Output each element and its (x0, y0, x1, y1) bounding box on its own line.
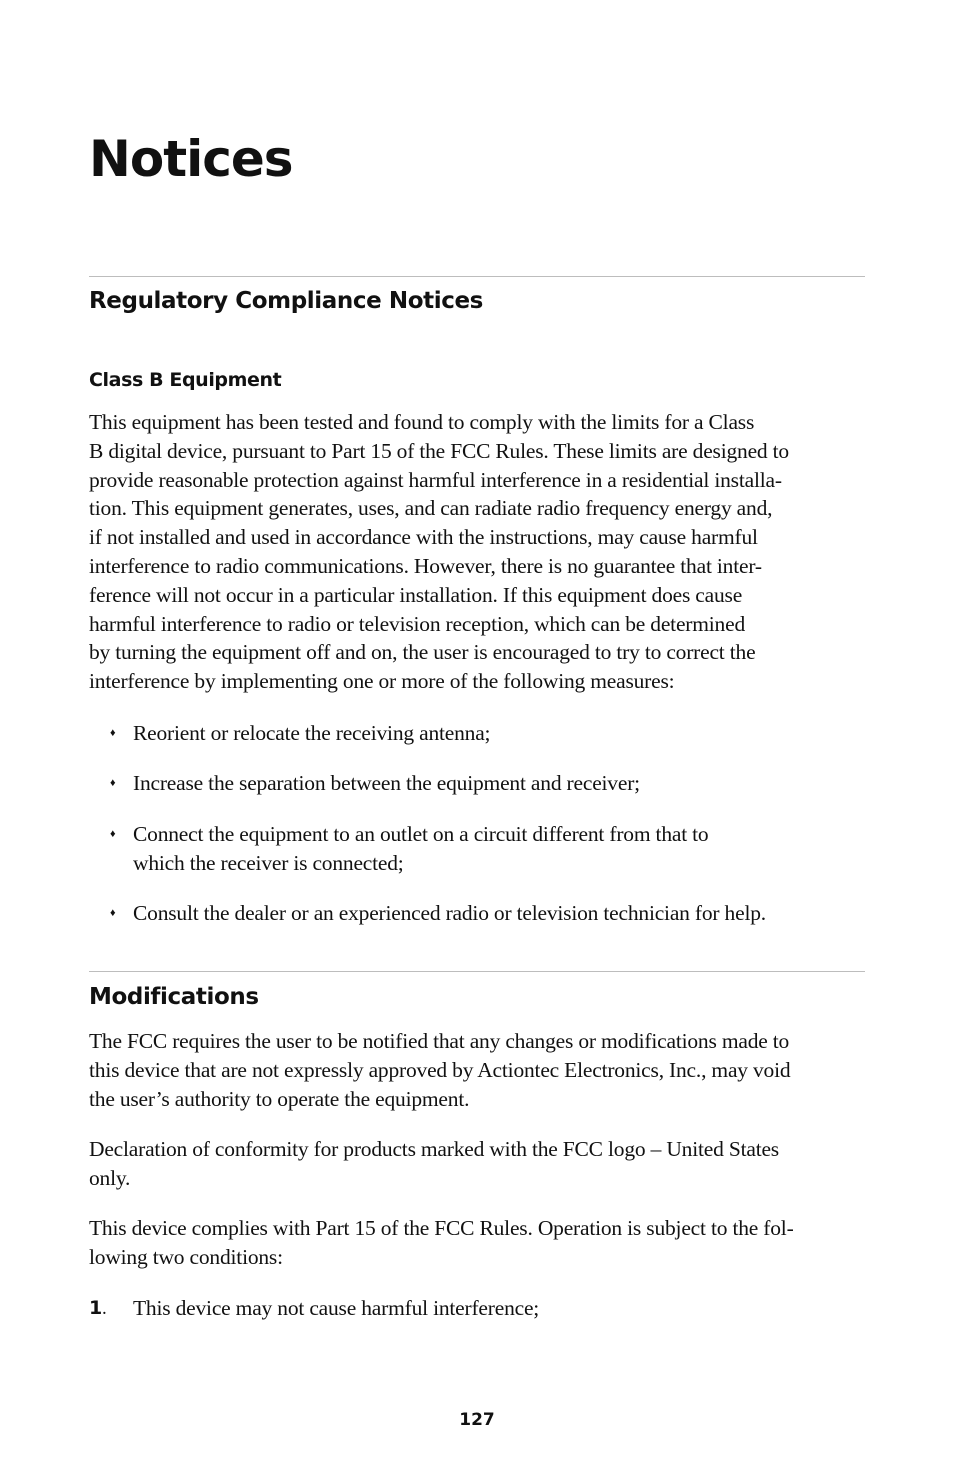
section-divider (89, 276, 865, 277)
condition-number-separator: . (102, 1298, 107, 1319)
bullet-diamond-icon: ♦ (110, 777, 116, 789)
list-item-text: Reorient or relocate the receiving antenna; (133, 721, 491, 745)
compliance-paragraph (89, 1214, 865, 1272)
paragraph-line: This device complies with Part 15 of the FCC Rules. Operation is subject to the fol- (89, 1216, 794, 1240)
list-item (110, 820, 865, 878)
class-b-paragraph (89, 408, 865, 696)
paragraph-line: by turning the equipment off and on, the user is encouraged to try to correct the (89, 640, 756, 665)
page-number: 127 (459, 1410, 495, 1430)
list-item-text: which the receiver is connected; (133, 850, 404, 875)
page-title: Notices (89, 130, 293, 188)
condition-number (89, 1294, 107, 1324)
modifications-heading: Modifications (89, 984, 259, 1010)
regulatory-heading: Regulatory Compliance Notices (89, 288, 483, 314)
list-item-text: Consult the dealer or an experienced radio or television technician for help. (133, 901, 766, 925)
paragraph-line: this device that are not expressly approved by Actiontec Electronics, Inc., may void (89, 1057, 791, 1082)
condition-text: This device may not cause harmful interference; (133, 1296, 540, 1320)
paragraph-line: Declaration of conformity for products marked with the FCC logo – United States (89, 1137, 779, 1161)
paragraph-line: tion. This equipment generates, uses, and can radiate radio frequency energy and, (89, 496, 773, 521)
declaration-paragraph (89, 1135, 865, 1193)
bullet-diamond-icon: ♦ (110, 907, 116, 919)
paragraph-line: B digital device, pursuant to Part 15 of the FCC Rules. These limits are designed to (89, 438, 789, 463)
list-item-text: Connect the equipment to an outlet on a circuit different from that to (133, 822, 709, 846)
paragraph-line: lowing two conditions: (89, 1244, 283, 1269)
paragraph-line: if not installed and used in accordance with the instructions, may cause harmful (89, 525, 758, 550)
list-item-text: Increase the separation between the equipment and receiver; (133, 771, 640, 795)
paragraph-line: The FCC requires the user to be notified that any changes or modifications made to (89, 1029, 790, 1053)
bullet-diamond-icon: ♦ (110, 727, 116, 739)
class-b-heading: Class B Equipment (89, 369, 282, 391)
paragraph-line: harmful interference to radio or television reception, which can be determined (89, 611, 745, 636)
modifications-paragraph (89, 1027, 865, 1113)
list-item (110, 769, 865, 798)
paragraph-line: interference to radio communications. However, there is no guarantee that inter- (89, 553, 762, 578)
paragraph-line: provide reasonable protection against harmful interference in a residential installa- (89, 467, 782, 492)
bullet-diamond-icon: ♦ (110, 828, 116, 840)
condition-number-value: 1 (89, 1297, 103, 1319)
paragraph-line: the user’s authority to operate the equipment. (89, 1086, 470, 1111)
list-item (110, 719, 865, 748)
paragraph-line: This equipment has been tested and found to comply with the limits for a Class (89, 410, 755, 434)
section-divider (89, 971, 865, 972)
paragraph-line: only. (89, 1165, 131, 1190)
paragraph-line: ference will not occur in a particular installation. If this equipment does cause (89, 582, 743, 607)
paragraph-line: interference by implementing one or more of the following measures: (89, 669, 675, 694)
list-item (110, 899, 865, 928)
